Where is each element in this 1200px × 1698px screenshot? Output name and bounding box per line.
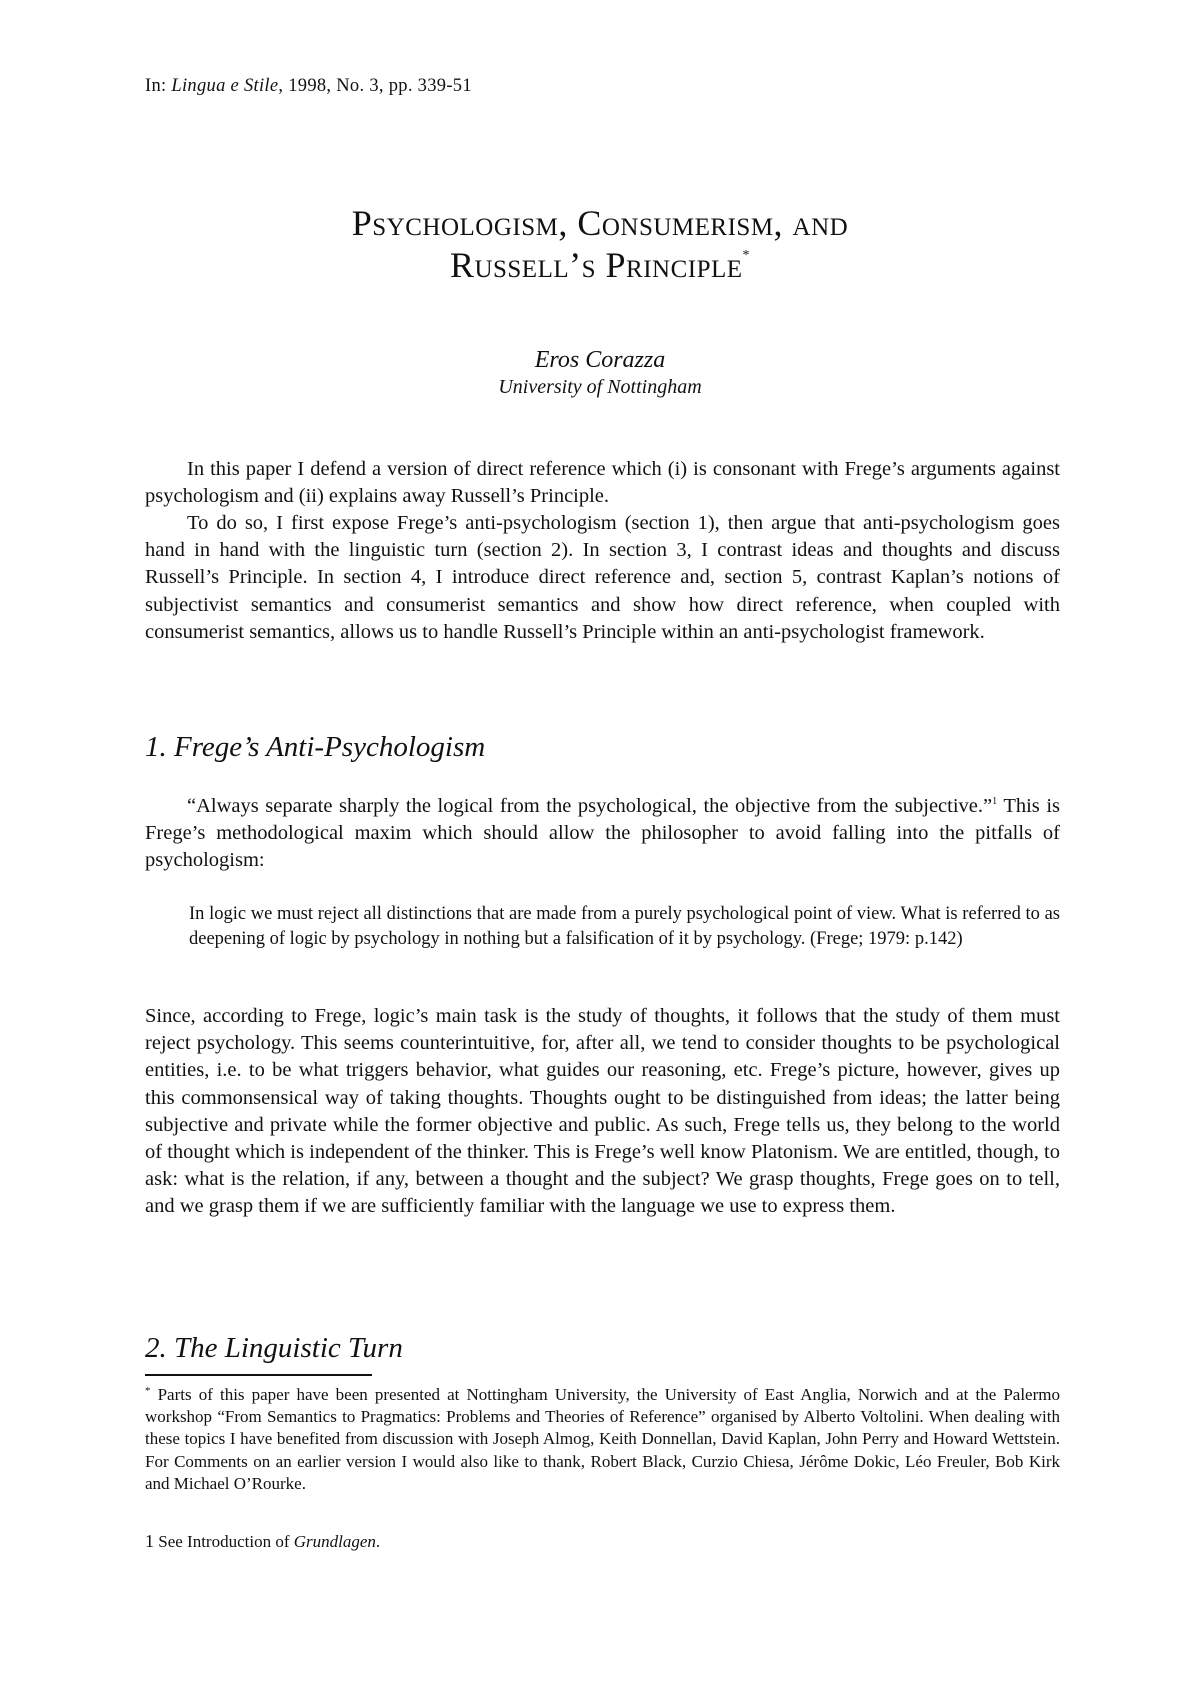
section-2-heading: 2. The Linguistic Turn bbox=[145, 1332, 403, 1364]
section-1-heading: 1. Frege’s Anti-Psychologism bbox=[145, 731, 486, 763]
author-name: Eros Corazza bbox=[534, 347, 666, 373]
paper-title bbox=[0, 202, 1200, 286]
section-1-paragraph-1 bbox=[145, 793, 1060, 875]
footnote-1-mark: 1 bbox=[145, 1531, 154, 1551]
intro-paragraph-1: In this paper I defend a version of direct reference which (i) is consonant with Frege’s arguments against psychologism and (ii) explains away Russell’s Principle. bbox=[145, 458, 1060, 508]
title-line-1: Psychologism, Consumerism, and bbox=[351, 203, 849, 243]
footnote-1-text: See Introduction of bbox=[154, 1532, 294, 1551]
section-1-paragraph-2: Since, according to Frege, logic’s main task is the study of thoughts, it follows that the study of them must reject psychology. This seems counterintuitive, for, after all, we tend to consider thoughts to be psychological entities, i.e. to be what triggers behavior, what guides our reasoning, etc. Frege’s picture, however, gives up this commonsensical way of taking thoughts. Thoughts ought to be distinguished from ideas; the latter being subjective and private while the former objective and public. As such, Frege tells us, they belong to the world of thought which is independent of the thinker. This is Frege’s well know Platonism. We are entitled, though, to ask: what is the relation, if any, between a thought and the subject? We grasp thoughts, Frege goes on to tell, and we grasp them if we are sufficiently familiar with the language we use to express them. bbox=[145, 1005, 1060, 1218]
footnote-star bbox=[145, 1384, 1060, 1495]
intro-paragraph-2: To do so, I first expose Frege’s anti-psychologism (section 1), then argue that anti-psychologism goes hand in hand with the linguistic turn (section 2). In section 3, I contrast ideas and thoughts and discuss Russell’s Principle. In section 4, I introduce direct reference and, section 5, contrast Kaplan’s notions of subjectivist semantics and consumerist semantics and show how direct reference, when coupled with consumerist semantics, allows us to handle Russell’s Principle within an anti-psychologist framework. bbox=[145, 512, 1060, 643]
title-line-2-text: Russell’s Principle bbox=[449, 245, 743, 285]
title-line-2 bbox=[0, 244, 1200, 286]
title-footnote-mark[interactable]: * bbox=[742, 248, 751, 263]
footnote-1 bbox=[145, 1530, 1060, 1553]
footnote-star-text: Parts of this paper have been presented at Nottingham University, the University of East Anglia, Norwich and at the Palermo workshop “From Semantics to Pragmatics: Problems and Theories of Reference” organised by Alberto Voltolini. When dealing with these topics I have benefited from discussion with Joseph Almog, Keith Donnellan, David Kaplan, John Perry and Howard Wettstein. For Comments on an earlier version I would also like to thank, Robert Black, Curzio Chiesa, Jérôme Dokic, Léo Freuler, Bob Kirk and Michael O’Rourke. bbox=[145, 1385, 1060, 1493]
block-quote: In logic we must reject all distinctions that are made from a purely psychological point of view. What is referred to as deepening of logic by psychology in nothing but a falsification of it by psychology. (Frege; 1979: p.142) bbox=[189, 904, 1060, 949]
footnote-1-title: Grundlagen bbox=[293, 1532, 376, 1551]
footnote-divider bbox=[145, 1374, 372, 1376]
footnote-star-mark: * bbox=[145, 1385, 151, 1397]
footnote-1-ref[interactable]: 1 bbox=[992, 796, 998, 807]
maxim-quote: “Always separate sharply the logical from the psychological, the objective from the subjective.” bbox=[187, 795, 993, 817]
citation-line bbox=[145, 74, 472, 98]
citation-prefix: In: bbox=[145, 76, 172, 96]
author-affiliation: University of Nottingham bbox=[498, 376, 702, 398]
citation-journal: Lingua e Stile bbox=[171, 76, 279, 96]
maxim-explanation: This is Frege’s methodological maxim which should allow the philosopher to avoid falling into the pitfalls of psychologism: bbox=[145, 795, 1061, 872]
footnote-1-end: . bbox=[375, 1532, 381, 1551]
citation-details: , 1998, No. 3, pp. 339-51 bbox=[278, 76, 472, 96]
